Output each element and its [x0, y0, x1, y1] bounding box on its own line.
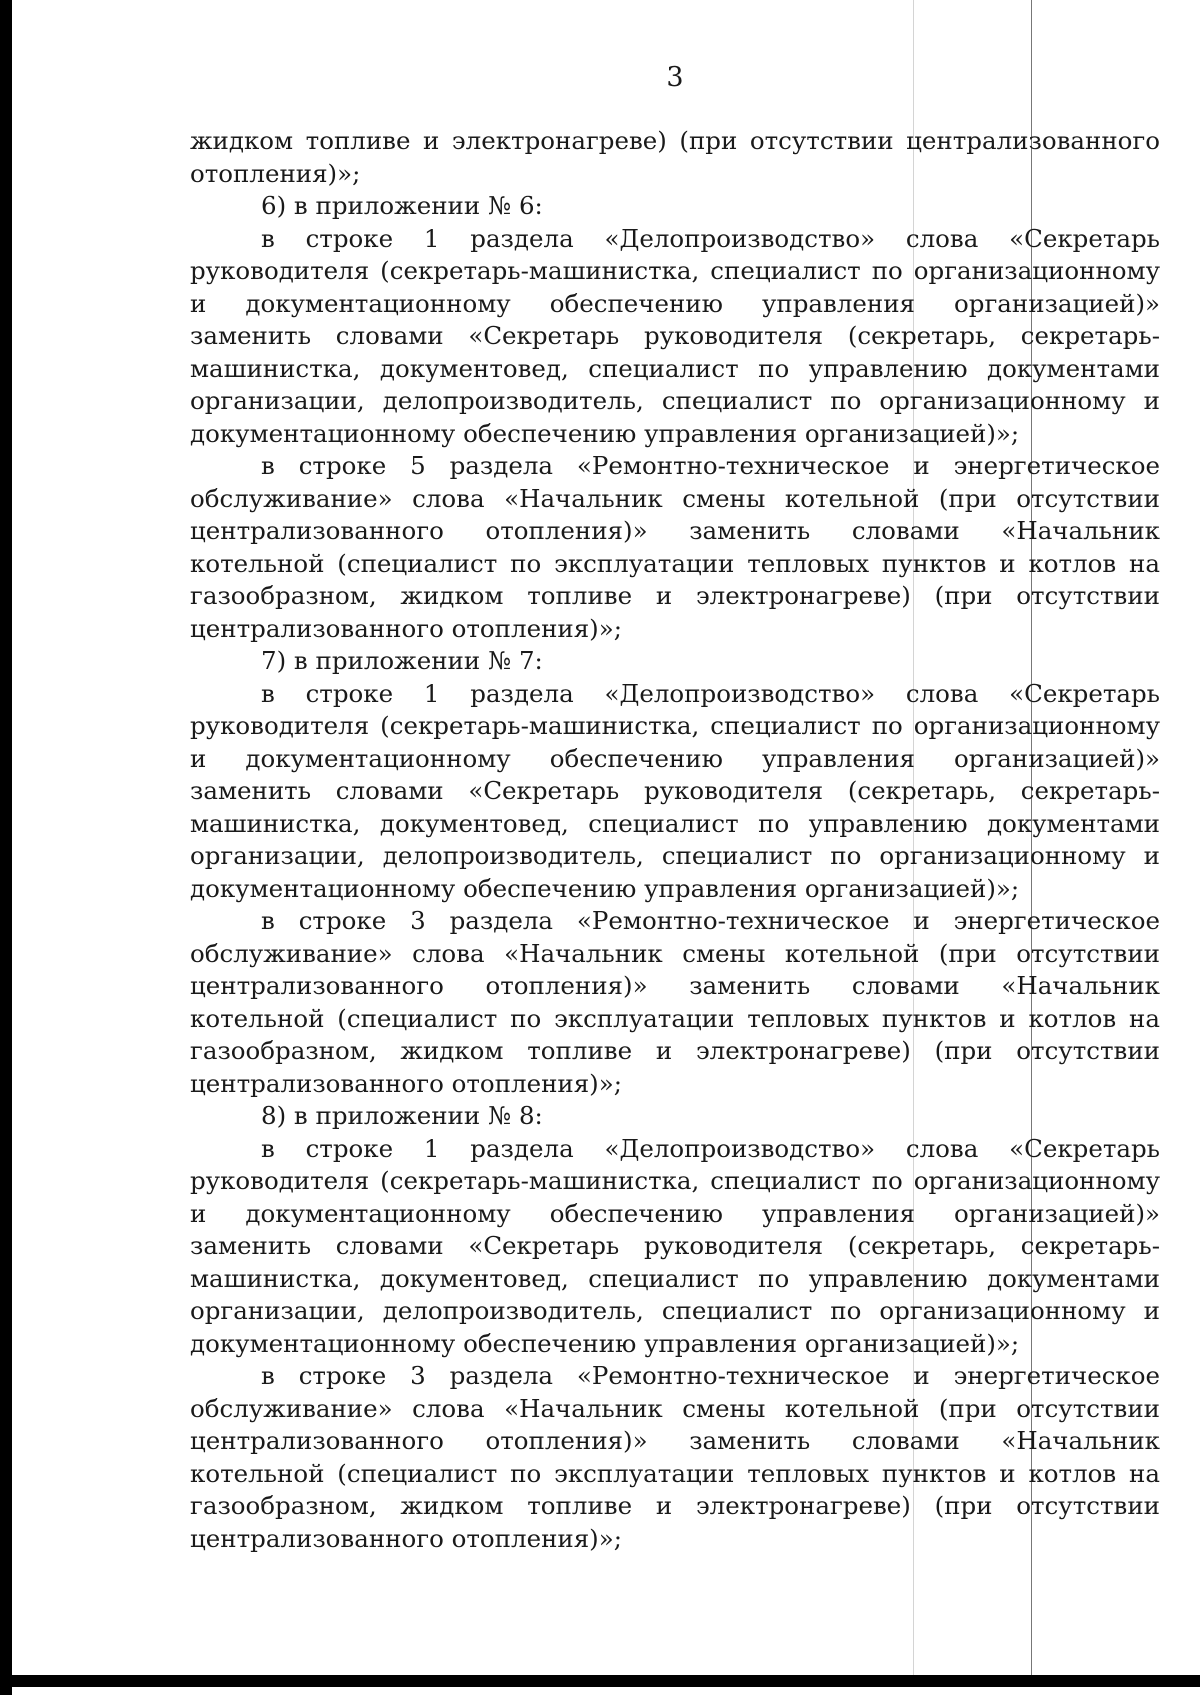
scan-left-edge — [0, 0, 12, 1695]
paragraph-7-secretary: в строке 1 раздела «Делопроизводство» слова «Секретарь руководителя (секретарь-машинистка, специалист по организационному и документационному обеспечению управления организацией)» заменить словами «Секретарь руководителя (секретарь, секретарь-машинистка, документовед, специалист по управлению документами организации, делопроизводитель, специалист по организационному и документационному обеспечению управления организацией)»; — [190, 678, 1160, 903]
page-number: 3 — [666, 62, 684, 93]
paragraph-6-secretary: в строке 1 раздела «Делопроизводство» слова «Секретарь руководителя (секретарь-машинистка, специалист по организационному и документационному обеспечению управления организацией)» заменить словами «Секретарь руководителя (секретарь, секретарь-машинистка, документовед, специалист по управлению документами организации, делопроизводитель, специалист по организационному и документационному обеспечению управления организацией)»; — [190, 223, 1160, 448]
paragraph-item-8: 8) в приложении № 8: — [261, 1101, 543, 1130]
paragraph-8-secretary: в строке 1 раздела «Делопроизводство» слова «Секретарь руководителя (секретарь-машинистка, специалист по организационному и документационному обеспечению управления организацией)» заменить словами «Секретарь руководителя (секретарь, секретарь-машинистка, документовед, специалист по управлению документами организации, делопроизводитель, специалист по организационному и документационному обеспечению управления организацией)»; — [190, 1133, 1160, 1358]
document-body — [190, 125, 1160, 1555]
paragraph-item-7: 7) в приложении № 7: — [261, 646, 543, 675]
paragraph-6-boiler: в строке 5 раздела «Ремонтно-техническое и энергетическое обслуживание» слова «Начальник смены котельной (при отсутствии централизованного отопления)» заменить словами «Начальник котельной (специалист по эксплуатации тепловых пунктов и котлов на газообразном, жидком топливе и электронагреве) (при отсутствии централизованного отопления)»; — [190, 451, 1160, 643]
paragraph-item-6: 6) в приложении № 6: — [261, 191, 543, 220]
paragraph-7-boiler: в строке 3 раздела «Ремонтно-техническое и энергетическое обслуживание» слова «Начальник смены котельной (при отсутствии централизованного отопления)» заменить словами «Начальник котельной (специалист по эксплуатации тепловых пунктов и котлов на газообразном, жидком топливе и электронагреве) (при отсутствии централизованного отопления)»; — [190, 906, 1160, 1098]
paragraph-continuation: жидком топливе и электронагреве) (при отсутствии централизованного отопления)»; — [190, 126, 1160, 188]
paragraph-8-boiler: в строке 3 раздела «Ремонтно-техническое и энергетическое обслуживание» слова «Начальник смены котельной (при отсутствии централизованного отопления)» заменить словами «Начальник котельной (специалист по эксплуатации тепловых пунктов и котлов на газообразном, жидком топливе и электронагреве) (при отсутствии централизованного отопления)»; — [190, 1361, 1160, 1553]
scan-bottom-edge — [0, 1675, 1200, 1687]
